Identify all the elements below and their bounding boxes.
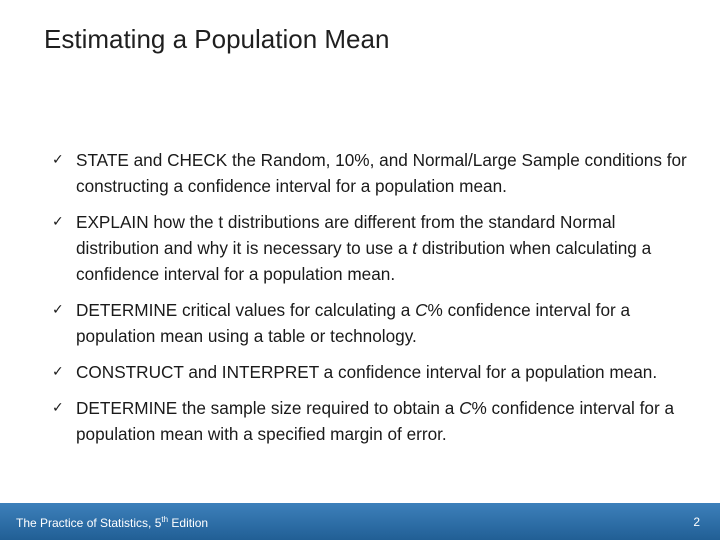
text-run: DETERMINE critical values for calculating a bbox=[76, 300, 416, 320]
text-run: EXPLAIN how the t distributions are different from the standard Normal distribution and why it is necessary to use a bbox=[76, 212, 616, 258]
objective-item bbox=[52, 359, 692, 385]
book-title-text: The Practice of Statistics, 5 bbox=[16, 516, 162, 530]
edition-superscript: th bbox=[161, 515, 169, 524]
checkmark-icon: ✓ bbox=[52, 152, 64, 168]
book-title-suffix: Edition bbox=[168, 516, 209, 530]
checkmark-icon: ✓ bbox=[52, 214, 64, 230]
objective-text: STATE and CHECK the Random, 10%, and Normal/Large Sample conditions for constructing a confidence interval for a population mean. bbox=[76, 150, 687, 196]
footer-book-title bbox=[16, 515, 208, 530]
checkmark-icon: ✓ bbox=[52, 302, 64, 318]
text-run: distribution when calculating a confidence interval for a population mean. bbox=[76, 238, 652, 284]
objective-text bbox=[76, 300, 630, 346]
objective-item bbox=[52, 209, 692, 287]
objective-item bbox=[52, 147, 692, 199]
objective-item bbox=[52, 297, 692, 349]
page-number: 2 bbox=[693, 515, 700, 529]
objective-item bbox=[52, 395, 692, 447]
italic-symbol: C bbox=[415, 300, 428, 320]
text-run: % confidence interval for a population mean with a specified margin of error. bbox=[76, 398, 675, 444]
slide-title: Estimating a Population Mean bbox=[44, 24, 390, 54]
objective-text bbox=[76, 398, 674, 444]
checkmark-icon: ✓ bbox=[52, 400, 64, 416]
text-run: DETERMINE the sample size required to obtain a bbox=[76, 398, 460, 418]
footer-bar bbox=[0, 503, 720, 540]
objectives-list bbox=[52, 147, 692, 457]
italic-symbol: t bbox=[412, 238, 418, 258]
objective-text: CONSTRUCT and INTERPRET a confidence interval for a population mean. bbox=[76, 362, 658, 382]
objective-text bbox=[76, 212, 651, 284]
italic-symbol: C bbox=[459, 398, 472, 418]
text-run: % confidence interval for a population mean using a table or technology. bbox=[76, 300, 631, 346]
checkmark-icon: ✓ bbox=[52, 364, 64, 380]
